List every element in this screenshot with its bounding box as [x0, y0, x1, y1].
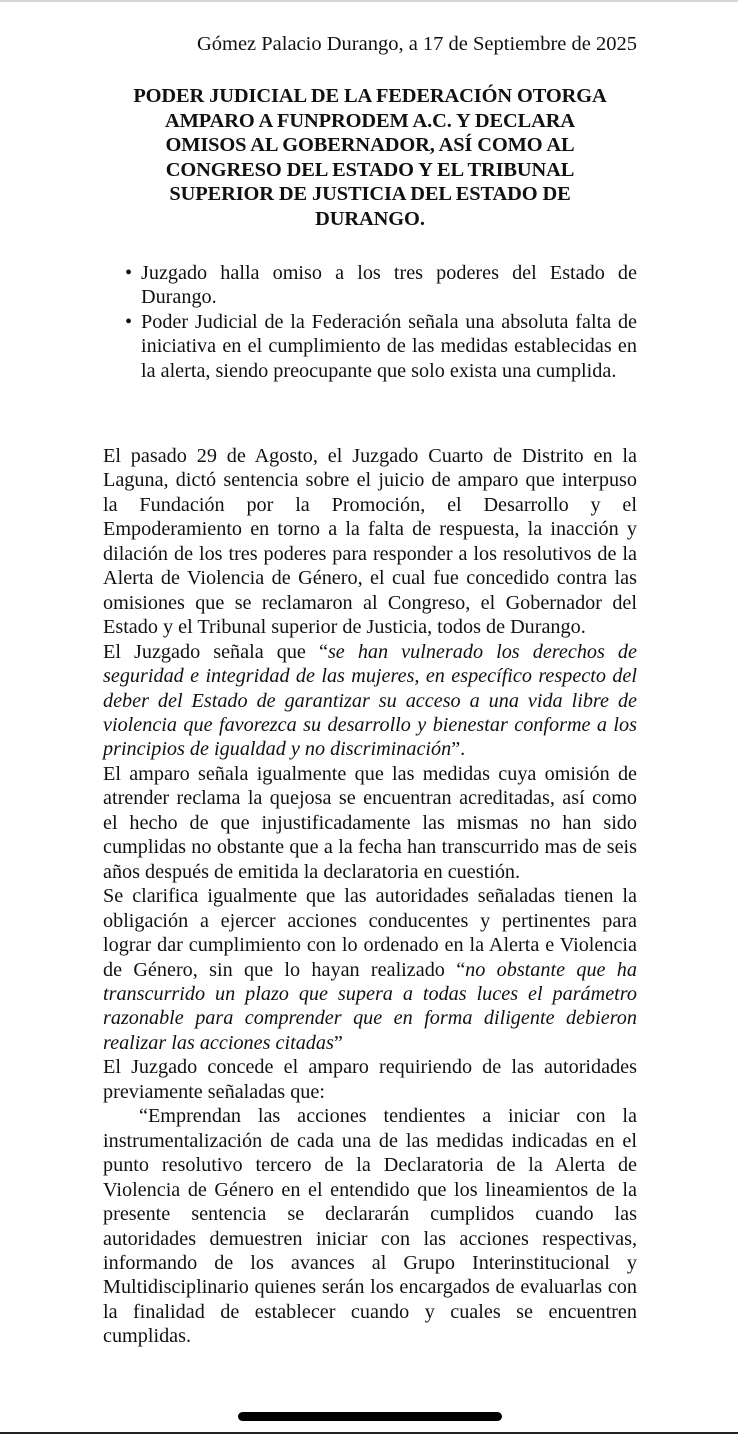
bullet-text: Poder Judicial de la Federación señala una absoluta falta de iniciativa en el cumplimiento de las medidas establecidas en la alerta, siendo preocupante que solo exista una cumplida.	[141, 310, 637, 382]
bullet-text: Juzgado halla omiso a los tres poderes del Estado de Durango.	[141, 262, 637, 309]
home-indicator-bar[interactable]	[238, 1412, 502, 1421]
court-quote: no obstante que ha transcurrido un plazo que supera a todas luces el parámetro razonable para comprender que en forma diligente debieron realizar las acciones citadas	[103, 958, 637, 1054]
headline-line: AMPARO A FUNPRODEM A.C. Y DECLARA	[165, 109, 575, 132]
paragraph-tail: ”.	[451, 738, 466, 761]
headline-line: OMISOS AL GOBERNADOR, ASÍ COMO AL	[165, 134, 575, 157]
dateline: Gómez Palacio Durango, a 17 de Septiembre de 2025	[196, 33, 637, 55]
bullet-icon: •	[125, 310, 133, 333]
top-divider	[0, 0, 738, 2]
paragraph-requirements-quote: “Emprendan las acciones tendientes a iniciar con la instrumentalización de cada una de las medidas indicadas en el punto resolutivo tercero de la Declaratoria de la Alerta de Violencia de Género en el entendido que los lineamientos de la presente sentencia se declararán cumplidos cuando las autoridades demuestren iniciar con las acciones respectivas, informando de los avances al Grupo Interinstitucional y Multidisciplinario quienes serán los encargados de evaluarlas con la finalidad de establecer cuando y cuales se encuentren cumplidas.	[103, 1105, 637, 1348]
article-body	[103, 444, 637, 1349]
paragraph-requirements-intro: El Juzgado concede el amparo requiriendo de las autoridades previamente señaladas que:	[103, 1056, 637, 1103]
bullet-icon: •	[125, 262, 133, 284]
headline-line: PODER JUDICIAL DE LA FEDERACIÓN OTORGA	[133, 85, 607, 107]
court-quote: se han vulnerado los derechos de seguridad e integridad de las mujeres, en específico respecto del deber del Estado de garantizar su acceso a una vida libre de violencia que favorezca su desarrollo y bienestar conforme a los principios de igualdad y no discriminación	[103, 640, 637, 761]
headline-line: CONGRESO DEL ESTADO Y EL TRIBUNAL	[165, 158, 575, 181]
headline	[103, 84, 637, 232]
summary-bullets	[125, 261, 637, 383]
bullet-item	[125, 261, 637, 310]
paragraph-lead: El Juzgado señala que “	[103, 640, 328, 663]
headline-line: SUPERIOR DE JUSTICIA DEL ESTADO DE	[169, 183, 571, 206]
headline-line: DURANGO.	[315, 207, 425, 230]
paragraph-tail: ”	[333, 1031, 343, 1054]
bullet-item	[125, 310, 637, 383]
paragraph-ruling: El pasado 29 de Agosto, el Juzgado Cuarto de Distrito en la Laguna, dictó sentencia sobre el juicio de amparo que interpuso la Fundación por la Promoción, el Desarrollo y el Empoderamiento en torno a la falta de respuesta, la inacción y dilación de los tres poderes para responder a los resolutivos de la Alerta de Violencia de Género, el cual fue concedido contra las omisiones que se reclamaron al Congreso, el Gobernador del Estado y el Tribunal superior de Justicia, todos de Durango.	[103, 445, 637, 639]
paragraph-lead: Se clarifica igualmente que las autoridades señaladas tienen la obligación a ejercer acciones conducentes y pertinentes para lograr dar cumplimiento con lo ordenado en la Alerta e Violencia de Género, sin que lo hayan realizado “	[103, 885, 637, 981]
paragraph-obligations	[103, 884, 637, 1055]
paragraph-court-statement	[103, 640, 637, 762]
paragraph-amparo-findings: El amparo señala igualmente que las medidas cuya omisión de atrender reclama la quejosa se encuentran acreditadas, así como el hecho de que injustificadamente las mismas no han sido cumplidas no obstante que a la fecha han transcurrido mas de seis años después de emitida la declaratoria en cuestión.	[103, 762, 637, 883]
